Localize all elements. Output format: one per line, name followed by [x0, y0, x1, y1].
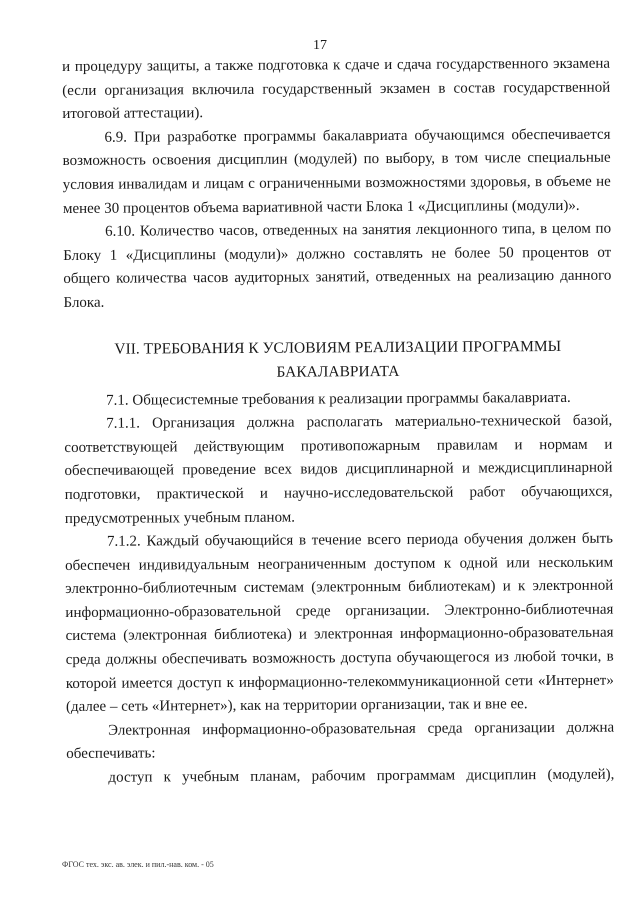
paragraph-6-10: 6.10. Количество часов, отведенных на занятия лекционного типа, в целом по Блоку 1 «Дисциплины (модули)» должно составлять не более 50 процентов от общего количества часов аудиторных занятий, отведенных на реализацию данного Блока. [63, 220, 612, 311]
section-heading [64, 334, 612, 385]
paragraph-continuation: и процедуру защиты, а также подготовка к сдаче и сдача государственного экзамена (если организация включила государственный экзамен в состав государственной итоговой аттестации). [62, 55, 611, 123]
page-number: 17 [313, 38, 327, 53]
section-heading-line1: VII. ТРЕБОВАНИЯ К УСЛОВИЯМ РЕАЛИЗАЦИИ ПРОГРАММЫ [114, 337, 562, 358]
paragraph-7-1-1: 7.1.1. Организация должна располагать материально-технической базой, соответствующей действующим противопожарным правилам и нормам и обеспечивающей проведение всех видов дисциплинарной и междисциплинарной подготовки, практической и научно-исследовательской работ обучающихся, предусмотренных учебным планом. [64, 412, 613, 527]
section-heading-line2: БАКАЛАВРИАТА [276, 362, 400, 381]
paragraph-7-1-2: 7.1.2. Каждый обучающийся в течение всего периода обучения должен быть обеспечен индивидуальным неограниченным доступом к одной или нескольким электронно-библиотечным системам (электронным библиотекам) и к электронной информационно-образовательной среде организации. Электронно-библиотечная система (электронная библиотека) и электронная информационно-образовательная среда должны обеспечивать возможность доступа обучающегося из любой точки, в которой имеется доступ к информационно-телекоммуникационной сети «Интернет» (далее – сеть «Интернет»), как на территории организации, так и вне ее. [65, 530, 614, 716]
paragraph-7-1: 7.1. Общесистемные требования к реализации программы бакалавриата. [106, 389, 571, 409]
paragraph-access-list: доступ к учебным планам, рабочим программам дисциплин (модулей), [108, 766, 615, 786]
paragraph-environment: Электронная информационно-образовательная среда организации должна обеспечивать: [66, 719, 615, 763]
document-body [62, 53, 614, 791]
footer-note: ФГОС тех. экс. ав. элек. и пил.-нав. ком. - 05 [62, 860, 214, 869]
paragraph-6-9: 6.9. При разработке программы бакалавриата обучающимся обеспечивается возможность освоения дисциплин (модулей) по выбору, в том числе специальные условия инвалидам и лицам с ограниченными возможностями здоровья, в объеме не менее 30 процентов объема вариативной части Блока 1 «Дисциплины (модули)». [62, 126, 611, 217]
